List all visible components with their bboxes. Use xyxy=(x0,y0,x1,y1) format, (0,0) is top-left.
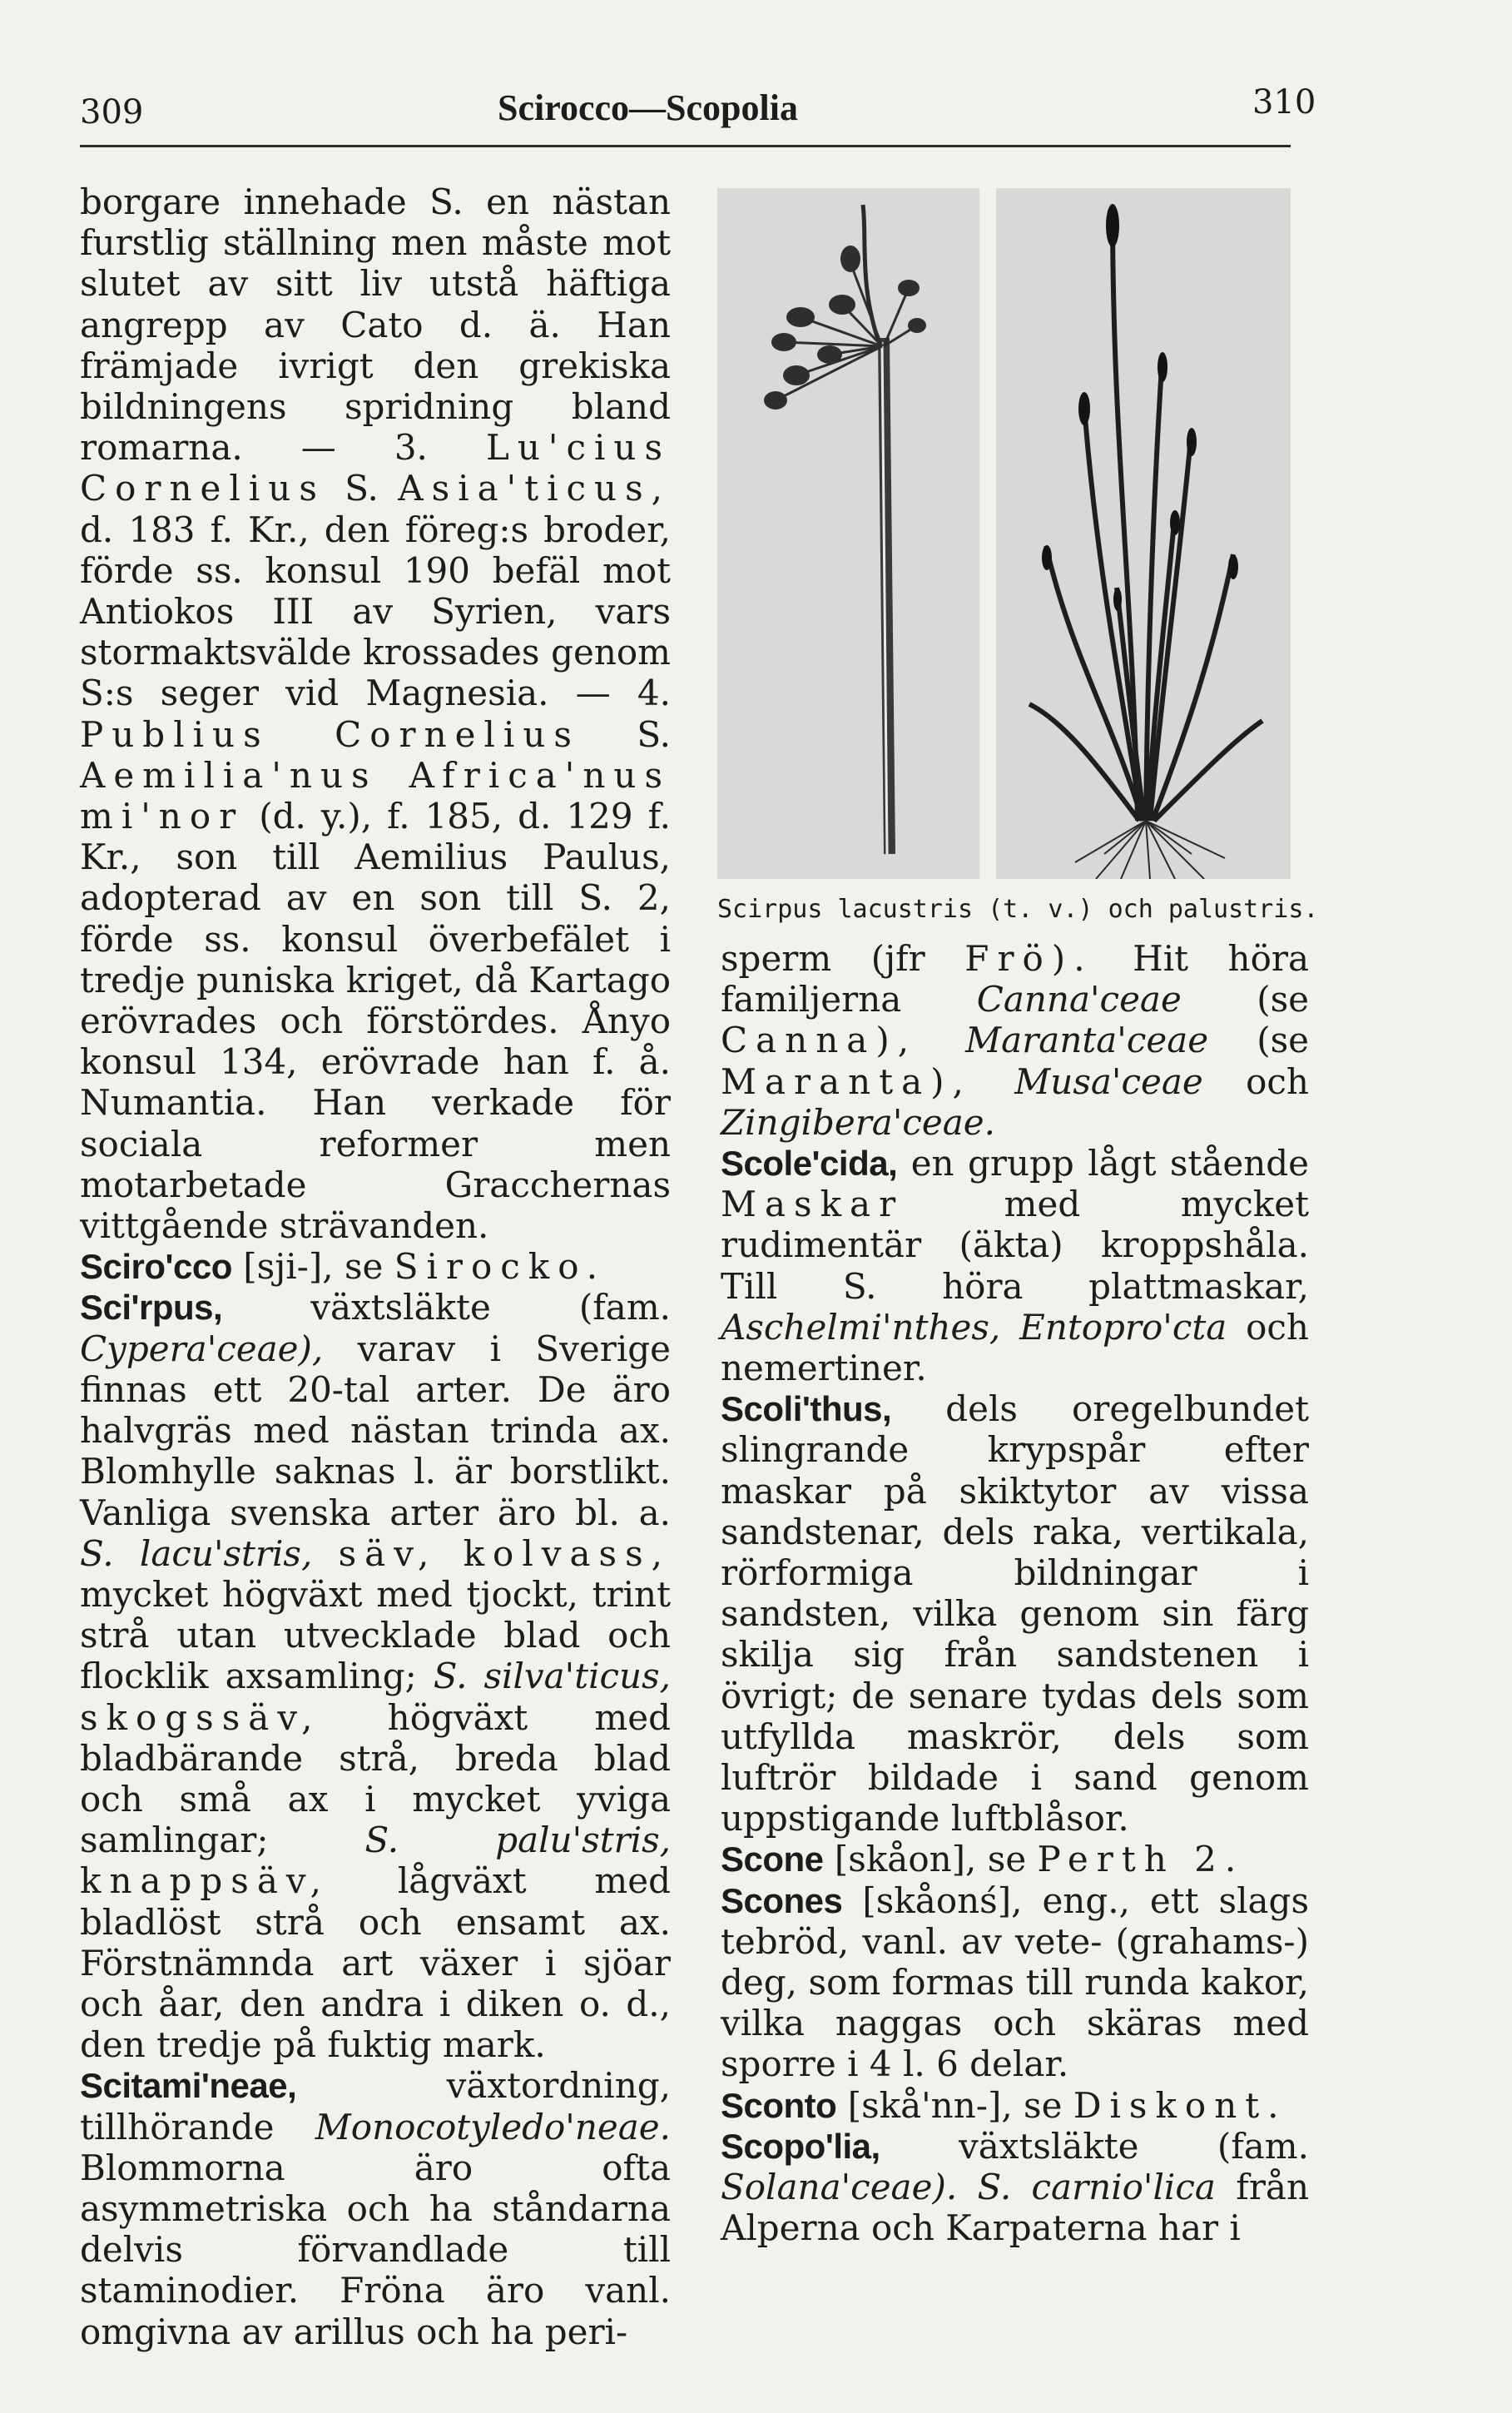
spaced-name: säv, xyxy=(338,1532,438,1574)
entry-scolecida xyxy=(721,1143,1309,1388)
text: (se xyxy=(1257,979,1309,1020)
text: [skå'nn-], se xyxy=(847,2084,1063,2126)
cross-reference: Maranta), xyxy=(721,1060,972,1102)
entry-scitamineae-continued xyxy=(721,938,1309,1143)
spaced-name: Asia'ticus, xyxy=(398,468,671,509)
figure-caption: Scirpus lacustris (t. v.) och palustris. xyxy=(717,895,1319,924)
entry-scitamineae xyxy=(80,2065,671,2351)
page-number-right: 310 xyxy=(1252,83,1316,122)
text: en grupp lågt stående xyxy=(910,1143,1309,1184)
entry-sconto xyxy=(721,2085,1309,2126)
cross-reference: Frö). xyxy=(964,938,1093,979)
text: och nemertiner. xyxy=(721,1306,1309,1389)
entry-scipio-continued xyxy=(80,181,671,1246)
spaced-name: Publius Cornelius xyxy=(80,713,580,755)
italic-term: S. lacu'stris, xyxy=(80,1532,313,1574)
text: S. xyxy=(637,713,671,755)
headword: Scoli'thus, xyxy=(721,1389,892,1429)
text: S. xyxy=(345,468,379,509)
italic-term: S. palu'stris, xyxy=(364,1820,671,1861)
text: Hit höra familjerna xyxy=(721,938,1309,1020)
headword: Sciro'cco xyxy=(80,1247,232,1287)
right-column xyxy=(721,938,1309,2249)
italic-term: Entopro'cta xyxy=(1019,1306,1227,1348)
spaced-name: kolvass, xyxy=(463,1532,672,1574)
header-rule xyxy=(80,145,1291,147)
italic-term: S. silva'ticus, xyxy=(433,1656,671,1697)
text: växtordning, tillhörande xyxy=(80,2065,671,2147)
spaced-name: Lu'cius Cornelius xyxy=(80,427,671,509)
italic-term: Maranta'ceae xyxy=(965,1020,1209,1061)
text: [sji-], se xyxy=(243,1246,384,1288)
cross-reference: Sirocko. xyxy=(394,1246,607,1288)
entry-scones xyxy=(721,1880,1309,2085)
text: Blommorna äro ofta asymmetriska och ha ståndarna delvis förvandlade till staminodier. Fröna äro vanl. omgivna av arillus och ha peri- xyxy=(80,2147,671,2352)
text: växtsläkte (fam. xyxy=(959,2125,1309,2167)
italic-term: Musa'ceae xyxy=(1014,1060,1203,1102)
text: mycket högväxt med tjockt, trint strå utan utvecklade blad och flocklik axsamling; xyxy=(80,1573,671,1697)
italic-term: Monocotyledo'neae. xyxy=(315,2106,671,2147)
cross-reference: Canna), xyxy=(721,1020,918,1061)
photo-scirpus-palustris xyxy=(996,188,1291,879)
scirpus-palustris-drawing xyxy=(996,188,1291,879)
text: borgare innehade S. en nästan furstlig ställning men måste mot slutet av sitt liv utstå häftiga angrepp av Cato d. ä. Han främjade ivrigt den grekiska bildningens spridning bland romarna. — 3. xyxy=(80,181,671,469)
cross-reference: Perth 2. xyxy=(1037,1839,1245,1880)
italic-term: Zingibera'ceae. xyxy=(721,1101,996,1143)
spaced-name: skogssäv, xyxy=(80,1696,321,1738)
italic-term: Cypera'ceae), xyxy=(80,1328,324,1369)
text: växtsläkte (fam. xyxy=(310,1287,671,1328)
headword: Sconto xyxy=(721,2085,837,2125)
entry-scirocco xyxy=(80,1246,671,1287)
text: lågväxt med bladlöst strå och ensamt ax. Förstnämnda art växer i sjöar och åar, den andra i diken o. d., den tredje på fuktig mark. xyxy=(80,1860,671,2066)
text: och xyxy=(1246,1060,1309,1102)
text: sperm (jfr xyxy=(721,938,925,979)
headword: Scopo'lia, xyxy=(721,2126,880,2166)
headword: Scone xyxy=(721,1840,824,1879)
headword: Scole'cida, xyxy=(721,1144,898,1184)
headword: Sci'rpus, xyxy=(80,1288,223,1328)
italic-term: Solana'ceae). xyxy=(721,2167,958,2208)
italic-term: S. carnio'lica xyxy=(977,2167,1216,2208)
text: (se xyxy=(1257,1020,1309,1061)
spaced-name: Aemilia'nus Africa'nus mi'nor xyxy=(80,754,671,837)
entry-scirpus xyxy=(80,1287,671,2065)
headword: Scitami'neae, xyxy=(80,2066,297,2106)
spaced-name: knappsäv, xyxy=(80,1860,330,1902)
text: d. 183 f. Kr., den föreg:s broder, förde ss. konsul 190 befäl mot Antiokos III av Syrien, vars stormaktsvälde krossades genom S:s seger vid Magnesia. — 4. xyxy=(80,509,671,714)
cross-reference: Maskar xyxy=(721,1184,905,1225)
text: från Alperna och Karpaterna har i xyxy=(721,2167,1309,2249)
text: dels oregelbundet slingrande krypspår efter maskar på skiktytor av vissa sandstenar, dels raka, vertikala, rörformiga bildningar i sandsten, vilka genom sin färg skilja sig från sandstenen i övrigt; de senare tydas dels som utfyllda maskrör, dels som luftrör bildade i sand genom uppstigande luftblåsor. xyxy=(721,1388,1309,1840)
headword: Scones xyxy=(721,1880,843,1920)
left-column xyxy=(80,181,671,2352)
text: högväxt med bladbärande strå, breda blad och små ax i mycket yviga samlingar; xyxy=(80,1696,671,1861)
scirpus-lacustris-drawing xyxy=(717,188,979,879)
page-number-left: 309 xyxy=(80,93,144,132)
entry-scolithus xyxy=(721,1388,1309,1839)
text: varav i Sverige finnas ett 20-tal arter. De äro halvgräs med nästan trinda ax. Blomhylle saknas l. är borstlikt. Vanliga svenska arter äro bl. a. xyxy=(80,1328,671,1533)
entry-scone xyxy=(721,1839,1309,1879)
italic-term: Canna'ceae xyxy=(976,979,1182,1020)
text: med mycket rudimentär (äkta) kroppshåla. Till S. höra plattmaskar, xyxy=(721,1184,1309,1307)
text: [skåonś], eng., ett slags tebröd, vanl. av vete- (grahams-) deg, som formas till runda kakor, vilka naggas och skäras med sporre i 4 l. 6 delar. xyxy=(721,1879,1309,2085)
cross-reference: Diskont. xyxy=(1073,2084,1287,2126)
photo-scirpus-lacustris xyxy=(717,188,979,879)
italic-term: Aschelmi'nthes, xyxy=(721,1306,1001,1348)
running-head: Scirocco—Scopolia xyxy=(498,87,798,128)
text: [skåon], se xyxy=(834,1839,1027,1880)
entry-scopolia xyxy=(721,2126,1309,2249)
text: (d. y.), f. 185, d. 129 f. Kr., son till Aemilius Paulus, adopterad av en son till S. 2, förde ss. konsul överbefälet i tredje puniska kriget, då Kartago erövrades och förstördes. Ånyo konsul 134, erövrade han f. å. Numantia. Han verkade för sociala reformer men motarbetade Gracchernas vittgående strävanden. xyxy=(80,796,671,1247)
